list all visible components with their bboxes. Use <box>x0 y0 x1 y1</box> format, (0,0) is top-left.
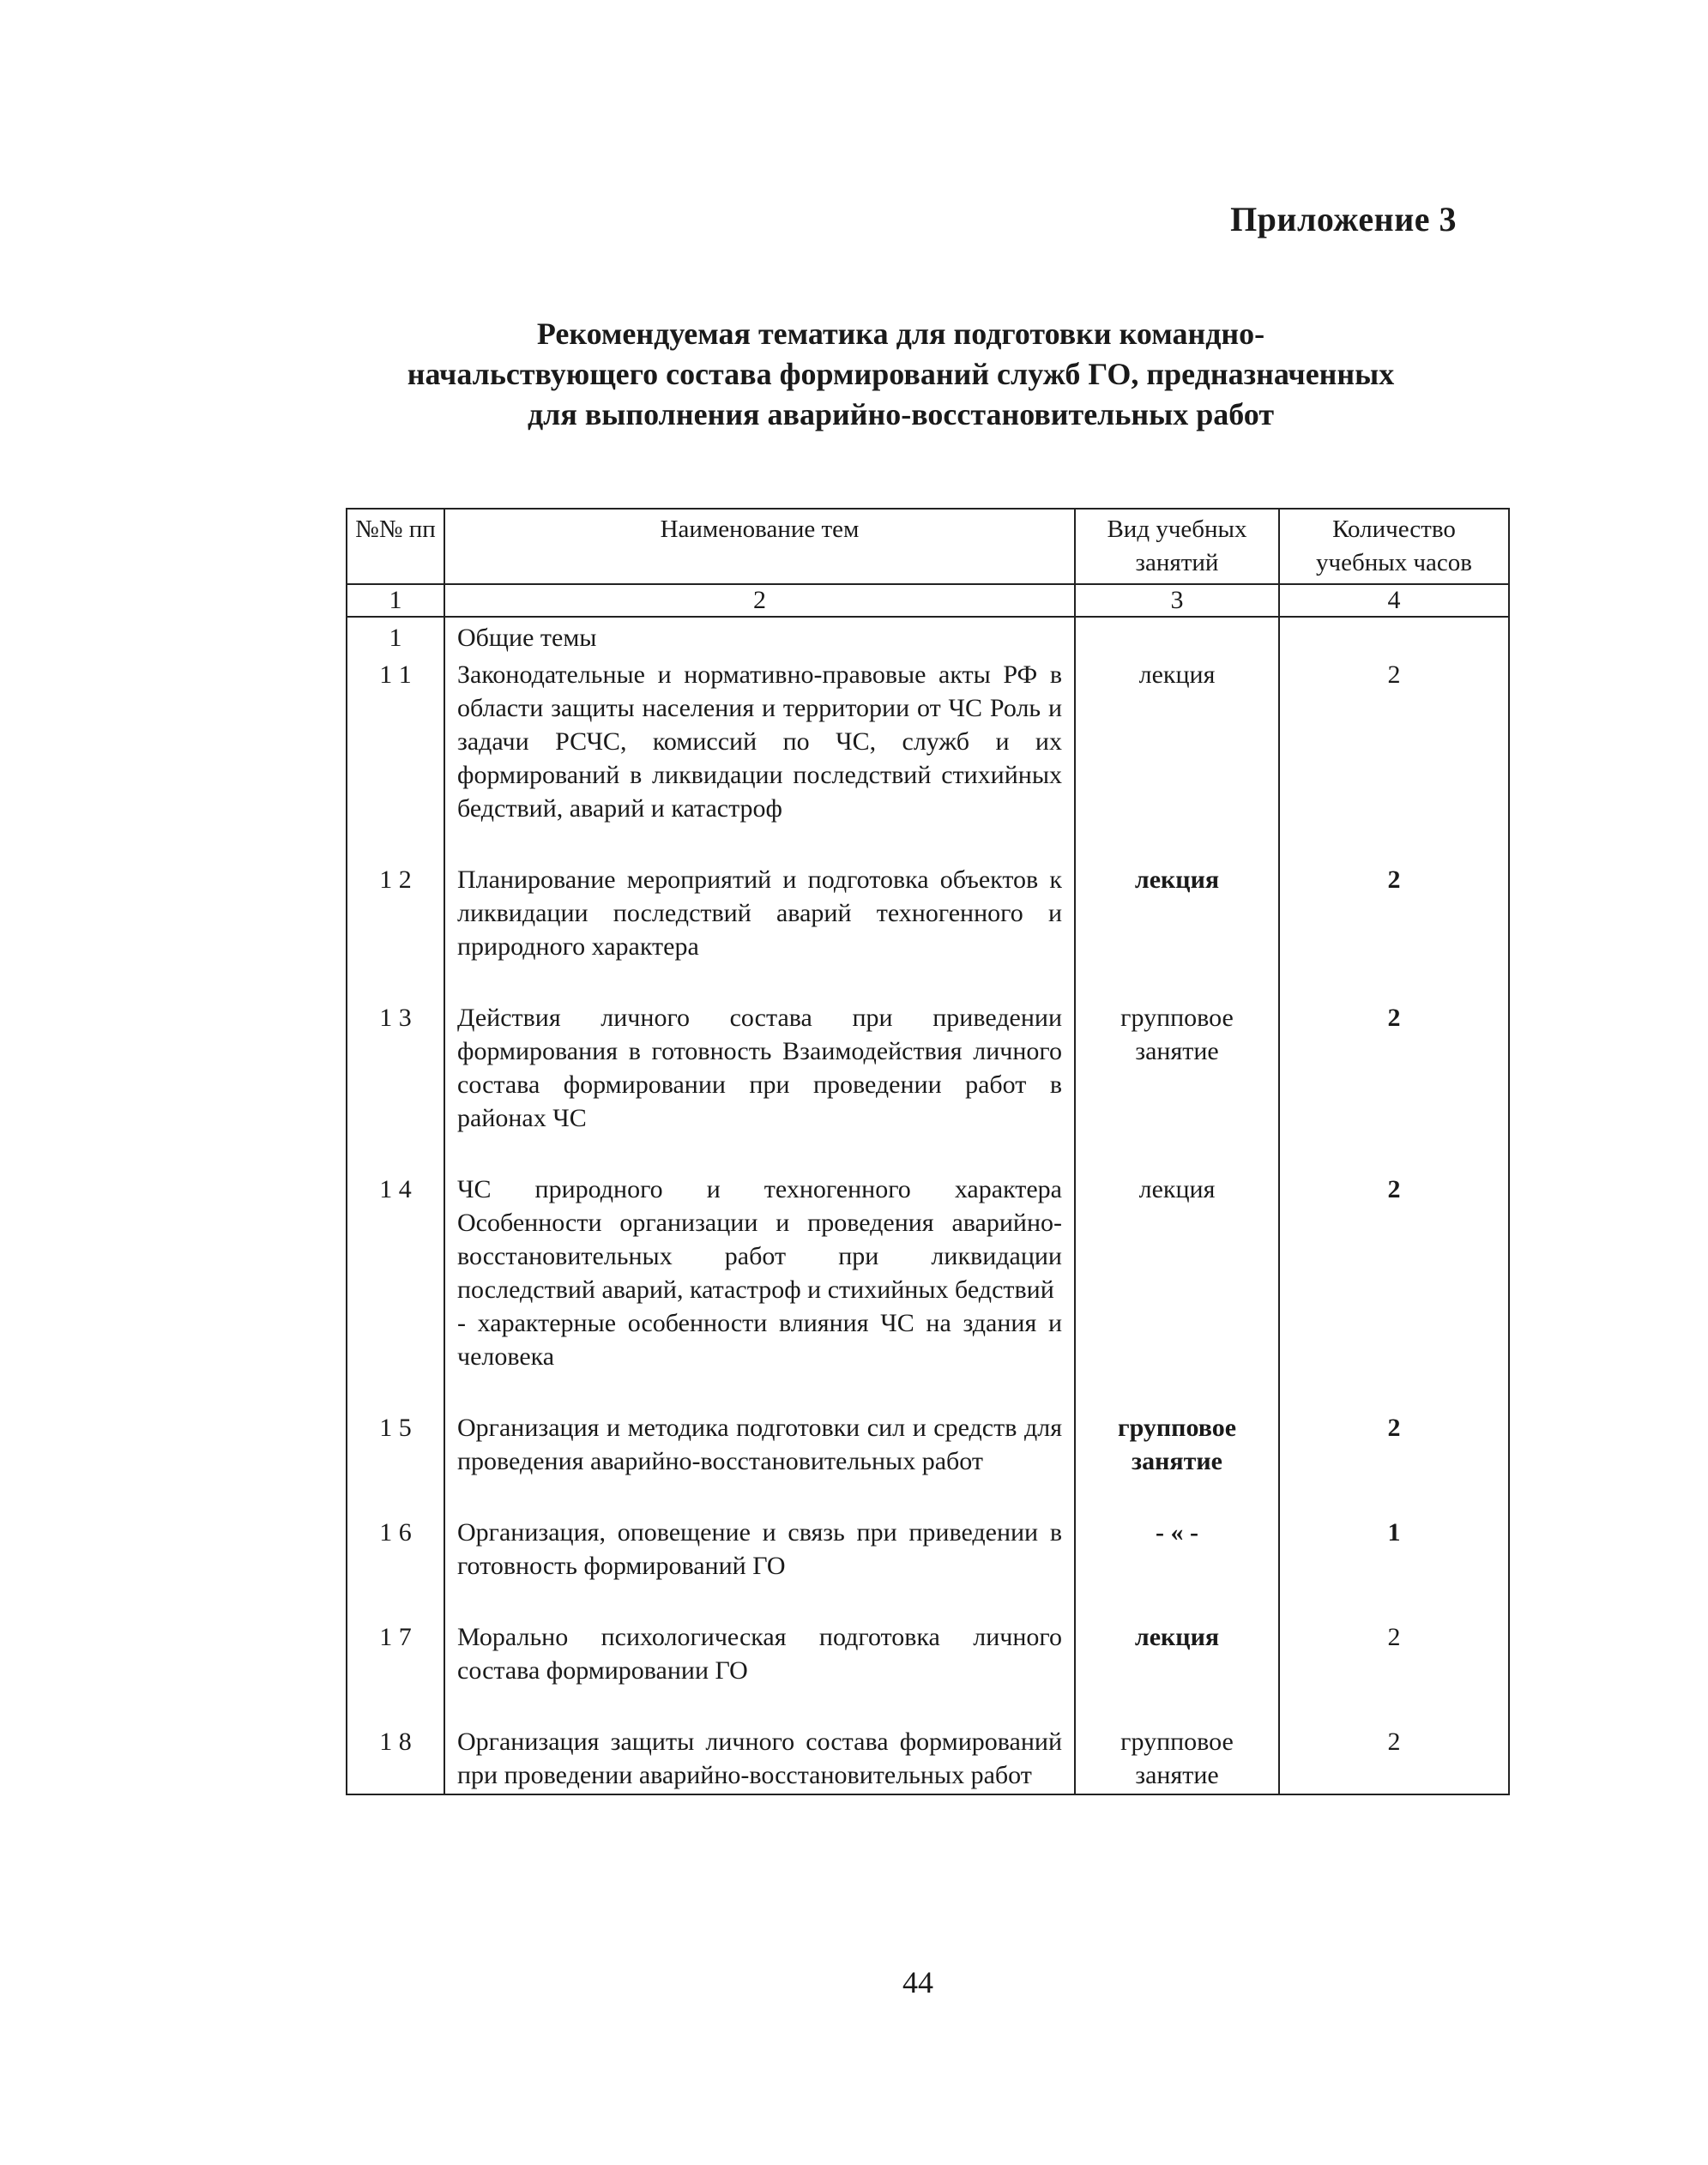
header-hours: Количество учебных часов <box>1279 509 1509 584</box>
title-line-2: начальствующего состава формирований служб ГО, предназначенных <box>407 357 1395 391</box>
row-kind: лекция <box>1075 654 1279 859</box>
row-kind: групповое занятие <box>1075 998 1279 1169</box>
row-number: 1 4 <box>347 1169 444 1408</box>
row-hours: 2 <box>1279 1408 1509 1512</box>
row-number: 1 5 <box>347 1408 444 1512</box>
row-topic: Планирование мероприятий и подготовка объектов к ликвидации последствий аварий техногенного и природного характера <box>444 859 1075 998</box>
row-kind: лекция <box>1075 859 1279 998</box>
column-number: 3 <box>1075 584 1279 617</box>
column-number: 4 <box>1279 584 1509 617</box>
row-number: 1 8 <box>347 1722 444 1794</box>
row-topic: Организация и методика подготовки сил и средств для проведения аварийно-восстановительных работ <box>444 1408 1075 1512</box>
row-topic: Морально психологическая подготовка личного состава формировании ГО <box>444 1617 1075 1722</box>
table-row <box>347 1617 1509 1722</box>
table-row <box>347 1408 1509 1512</box>
table-row <box>347 654 1509 859</box>
section-title: Общие темы <box>444 617 1075 654</box>
themes-table <box>346 508 1510 1795</box>
title-line-1: Рекомендуемая тематика для подготовки командно- <box>536 317 1265 351</box>
row-hours: 2 <box>1279 998 1509 1169</box>
row-topic: Организация защиты личного состава формирований при проведении аварийно-восстановительных работ <box>444 1722 1075 1794</box>
row-kind: лекция <box>1075 1617 1279 1722</box>
row-kind: групповое занятие <box>1075 1408 1279 1512</box>
row-topic: Действия личного состава при приведении формирования в готовность Взаимодействия личного состава формировании при проведении работ в районах ЧС <box>444 998 1075 1169</box>
row-topic: Организация, оповещение и связь при приведении в готовность формирований ГО <box>444 1512 1075 1617</box>
row-number: 1 3 <box>347 998 444 1169</box>
row-hours: 2 <box>1279 1617 1509 1722</box>
table-row <box>347 1722 1509 1794</box>
title-line-3: для выполнения аварийно-восстановительных работ <box>527 397 1275 431</box>
header-kind: Вид учебных занятий <box>1075 509 1279 584</box>
section-number: 1 <box>347 617 444 654</box>
row-topic-main: ЧС природного и техногенного характера Особенности организации и проведения аварийно-восстановительных работ при ликвидации последствий аварий, катастроф и стихийных бедствий <box>457 1175 1062 1304</box>
row-kind: групповое занятие <box>1075 1722 1279 1794</box>
row-topic-extra: - характерные особенности влияния ЧС на здания и человека <box>457 1309 1062 1371</box>
column-number: 2 <box>444 584 1075 617</box>
row-number: 1 2 <box>347 859 444 998</box>
row-kind: лекция <box>1075 1169 1279 1408</box>
section-row <box>347 617 1509 654</box>
appendix-label: Приложение 3 <box>1230 200 1457 238</box>
table-row <box>347 1169 1509 1408</box>
table-header-row <box>347 509 1509 584</box>
row-kind: - « - <box>1075 1512 1279 1617</box>
column-number: 1 <box>347 584 444 617</box>
row-number: 1 6 <box>347 1512 444 1617</box>
column-numbers-row <box>347 584 1509 617</box>
row-hours: 1 <box>1279 1512 1509 1617</box>
row-topic <box>444 1169 1075 1408</box>
row-number: 1 7 <box>347 1617 444 1722</box>
row-topic: Законодательные и нормативно-правовые акты РФ в области защиты населения и территории от ЧС Роль и задачи РСЧС, комиссий по ЧС, служб и их формирований в ликвидации последствий стихийных бедствий, аварий и катастроф <box>444 654 1075 859</box>
row-number: 1 1 <box>347 654 444 859</box>
document-title <box>343 314 1458 435</box>
row-hours: 2 <box>1279 859 1509 998</box>
row-hours: 2 <box>1279 654 1509 859</box>
row-hours: 2 <box>1279 1169 1509 1408</box>
table-row <box>347 1512 1509 1617</box>
table-row <box>347 998 1509 1169</box>
page-number: 44 <box>902 1965 933 1999</box>
row-hours: 2 <box>1279 1722 1509 1794</box>
header-num: №№ пп <box>347 509 444 584</box>
header-name: Наименование тем <box>444 509 1075 584</box>
table-row <box>347 859 1509 998</box>
